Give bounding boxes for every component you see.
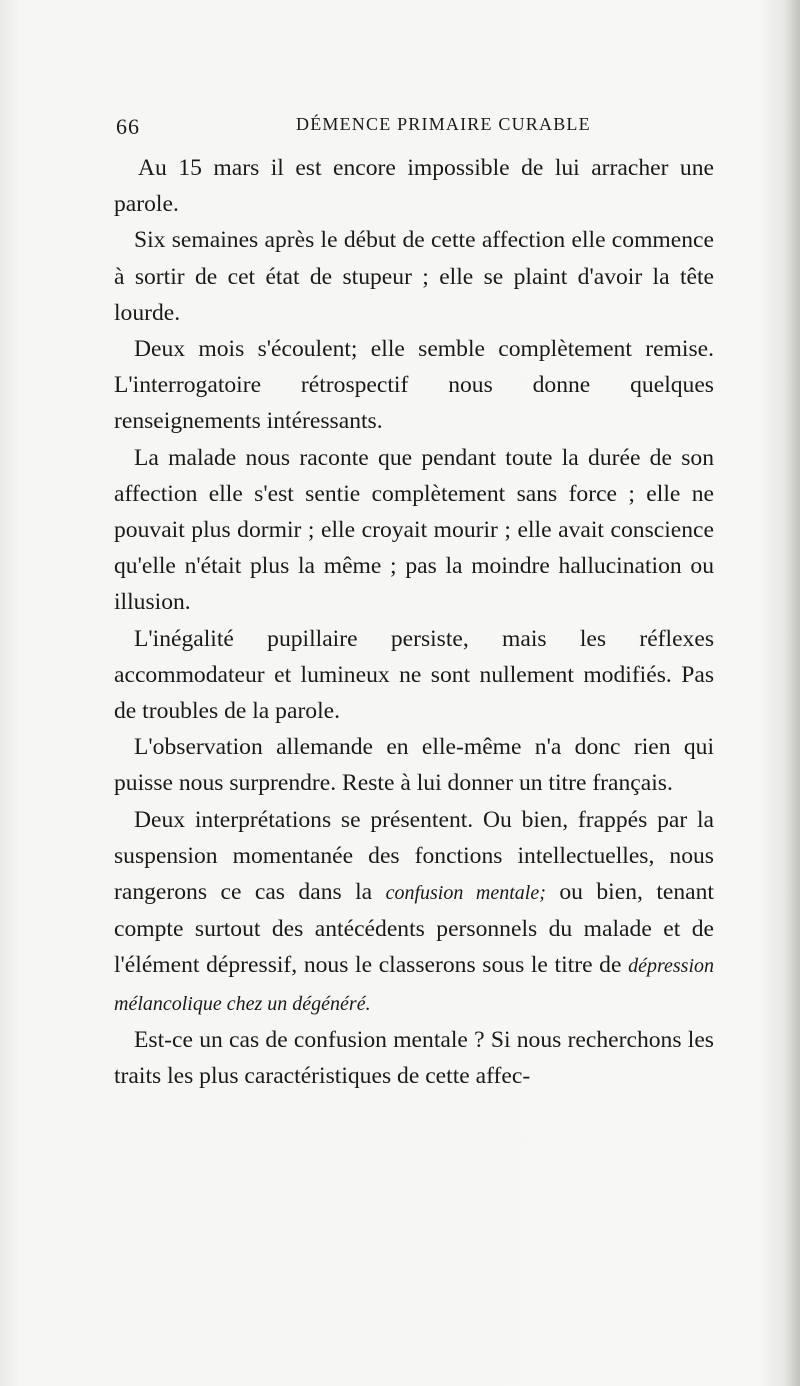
running-title: DÉMENCE PRIMAIRE CURABLE xyxy=(296,114,591,134)
body-text xyxy=(114,150,714,1094)
paragraph-8: Est-ce un cas de confusion mentale ? Si nous recherchons les traits les plus caractéristiques de cette affec- xyxy=(114,1026,714,1090)
paragraph-3: Deux mois s'écoulent; elle semble complètement remise. L'interrogatoire rétrospectif nous donne quelques renseignements intéressants. xyxy=(114,336,714,435)
page-edge-shadow xyxy=(784,0,800,1386)
paragraph-7-text-a: Deux interprétations se présentent. Ou bien, frappés par la suspension momentanée des fonctions intellectuelles, nous rangerons ce cas dans la xyxy=(114,806,714,906)
paragraph-7-text-b: ou bien, tenant compte surtout des antécédents personnels du malade et de l'élément dépressif, nous le classerons sous le titre de xyxy=(114,879,714,979)
italic-term-depression-melancolique: dépression mélancolique chez un dégénéré. xyxy=(114,955,714,1015)
paragraph-4: La malade nous raconte que pendant toute la durée de son affection elle s'est sentie complètement sans force ; elle ne pouvait plus dormir ; elle croyait mourir ; elle avait conscience qu'elle n'était plus la même ; pas la moindre hallucination ou illusion. xyxy=(114,444,714,616)
italic-term-confusion-mentale: confusion mentale; xyxy=(385,882,546,905)
paragraph-2: Six semaines après le début de cette affection elle commence à sortir de cet état de stupeur ; elle se plaint d'avoir la tête lourde. xyxy=(114,227,714,326)
paragraph-6: L'observation allemande en elle-même n'a donc rien qui puisse nous surprendre. Reste à lui donner un titre français. xyxy=(114,734,714,797)
paragraph-1: Au 15 mars il est encore impossible de lui arracher une parole. xyxy=(114,155,714,218)
paragraph-7 xyxy=(114,802,714,1022)
paragraph-5: L'inégalité pupillaire persiste, mais les réflexes accommodateur et lumineux ne sont nullement modifiés. Pas de troubles de la parole. xyxy=(114,625,714,725)
page-header xyxy=(116,108,728,138)
page-number: 66 xyxy=(116,114,140,139)
